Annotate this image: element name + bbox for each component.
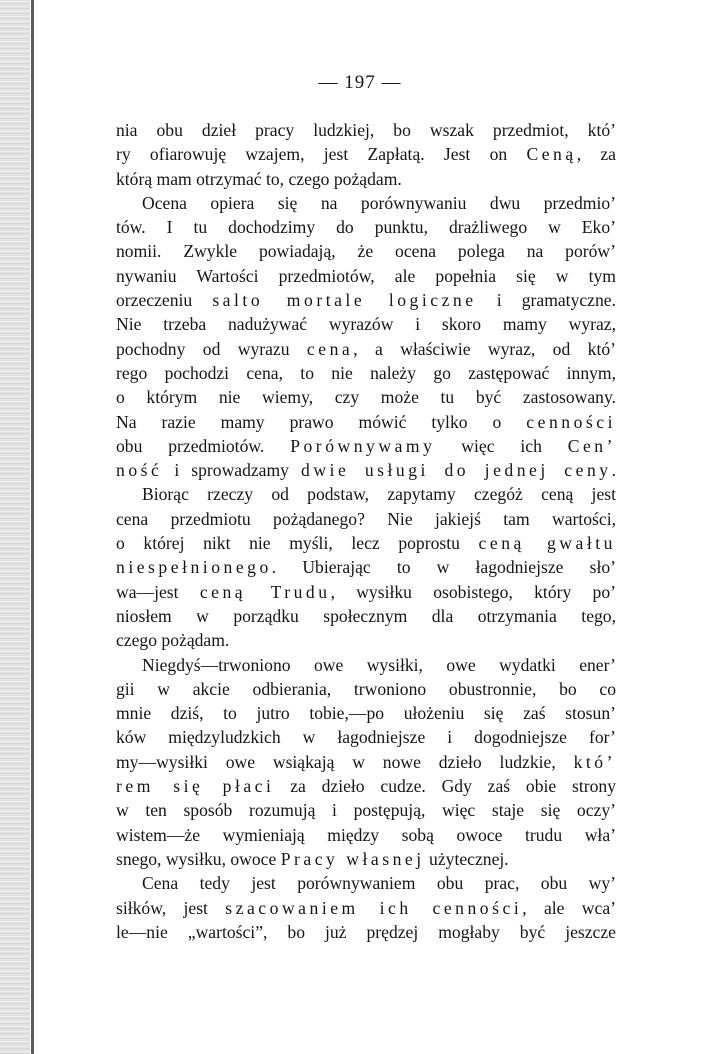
spaced-emphasis-text: Pracy własnej [280,848,425,869]
text-segment: obu przedmiotów. [116,435,291,456]
text-line [116,604,616,628]
text-line [116,312,616,336]
spaced-emphasis-text: niespełnionego [116,557,272,578]
page-number: — 197 — [318,72,402,93]
text-line [116,774,616,798]
text-segment: Nie trzeba nadużywać wyrazów i skoro mamy wyraz, [116,314,616,335]
spaced-emphasis-text: któ’ [573,751,616,772]
text-line [116,871,616,895]
text-line [116,434,616,458]
text-line [116,750,616,774]
spaced-emphasis-text: ność [116,460,163,481]
text-segment: rego pochodzi cena, to nie należy go zastępować innym, [116,362,616,383]
text-line [116,725,616,749]
text-segment: Ocena opiera się na porównywaniu dwu przedmio’ [142,192,616,213]
text-segment: w ten sposób rozumują i postępują, więc staje się oczy’ [116,800,616,821]
text-line [116,920,616,944]
text-segment: o którym nie wiemy, czy może tu być zastosowany. [116,387,616,408]
text-line [116,823,616,847]
text-segment: , wysiłku osobistego, który po’ [330,581,616,602]
text-segment: nia obu dzieł pracy ludzkiej, bo wszak przedmiot, któ’ [116,120,616,140]
body-text [116,118,616,944]
text-segment: , za [576,144,616,165]
text-line [116,677,616,701]
text-segment: za dzieło cudze. Gdy zaś obie strony [274,776,616,797]
spaced-emphasis-text: dwie usługi do jednej ceny [301,460,612,481]
text-segment: Niegdyś—trwoniono owe wysiłki, owe wydatki ener’ [142,654,616,675]
text-segment: siłków, jest [116,897,226,918]
text-line [116,653,616,677]
page-gutter-line [31,0,34,1054]
text-line [116,580,616,604]
spaced-emphasis-text: Cen’ [567,435,616,456]
text-segment: . Ubierając to w łagodniejsze sło’ [271,557,616,578]
text-segment: Cena tedy jest porównywaniem obu prac, obu wy’ [142,873,616,894]
spaced-emphasis-text: ceną Trudu [199,581,331,602]
text-segment: gii w akcie odbierania, trwoniono obustronnie, bo co [116,678,616,699]
text-segment: ry ofiarowuję wzajem, jest Zapłatą. Jest on [116,144,527,165]
text-line [116,118,616,142]
spaced-emphasis-text: cenności [526,411,616,432]
book-spine-edge [0,0,30,1054]
text-segment: nomii. Zwykle powiadają, że ocena polega na porów’ [116,241,616,262]
text-segment: le—nie „wartości”, bo już prędzej mogłaby być jeszcze [116,921,616,942]
spaced-emphasis-text: Porównywamy [290,435,436,456]
spaced-emphasis-text: szacowaniem ich cenności [225,897,523,918]
text-segment: mnie dziś, to jutro tobie,—po ułożeniu się zaś stosun’ [116,703,616,724]
text-line [116,482,616,506]
text-line [116,458,616,482]
text-segment: użytecznej. [424,848,509,869]
spaced-emphasis-text: rem się płaci [116,776,275,797]
text-segment: tów. I tu dochodzimy do punktu, drażliwego w Eko’ [116,217,616,238]
text-segment: , a właściwie wyraz, od któ’ [353,338,616,359]
text-line [116,385,616,409]
text-line [116,555,616,579]
text-line [116,337,616,361]
text-line [116,215,616,239]
spaced-emphasis-text: cena [306,338,354,359]
text-line [116,628,616,652]
text-line [116,361,616,385]
text-line [116,896,616,920]
text-segment: nywaniu Wartości przedmiotów, ale popełnia się w tym [116,265,616,286]
text-segment: więc ich [435,435,568,456]
text-line [116,507,616,531]
text-segment: Na razie mamy prawo mówić tylko o [116,411,527,432]
spaced-emphasis-text: ceną gwałtu [478,533,616,554]
text-segment: snego, wysiłku, owoce [116,848,281,869]
text-segment: pochodny od wyrazu [116,338,307,359]
text-line [116,847,616,871]
text-line [116,191,616,215]
text-segment: . [611,460,616,481]
text-line [116,167,616,191]
text-segment: , ale wca’ [522,897,616,918]
text-line [116,701,616,725]
text-segment: którą mam otrzymać to, czego pożądam. [116,168,402,189]
text-line [116,531,616,555]
text-line [116,142,616,166]
text-segment: cena przedmiotu pożądanego? Nie jakiejś tam wartości, [116,508,616,529]
text-line [116,798,616,822]
text-line [116,288,616,312]
text-segment: i sprowadzamy [162,460,301,481]
text-line [116,264,616,288]
text-segment: Biorąc rzeczy od podstaw, zapytamy czegóż ceną jest [142,484,616,505]
text-segment: ków międzyludzkich w łagodniejsze i dogodniejsze for’ [116,727,616,748]
spaced-emphasis-text: salto mortale logiczne [212,290,477,311]
text-segment: wistem—że wymieniają między sobą owoce trudu wła’ [116,824,616,845]
text-segment: i gramatyczne. [476,290,616,311]
text-segment: wa—jest [116,581,200,602]
text-segment: orzeczeniu [116,290,213,311]
text-line [116,410,616,434]
text-segment: czego pożądam. [116,630,230,651]
text-segment: my—wysiłki owe wsiąkają w nowe dzieło ludzkie, [116,751,574,772]
text-segment: o której nikt nie myśli, lecz poprostu [116,533,479,554]
spaced-emphasis-text: Ceną [526,144,577,165]
text-line [116,239,616,263]
text-segment: niosłem w porządku społecznym dla otrzymania tego, [116,605,616,626]
